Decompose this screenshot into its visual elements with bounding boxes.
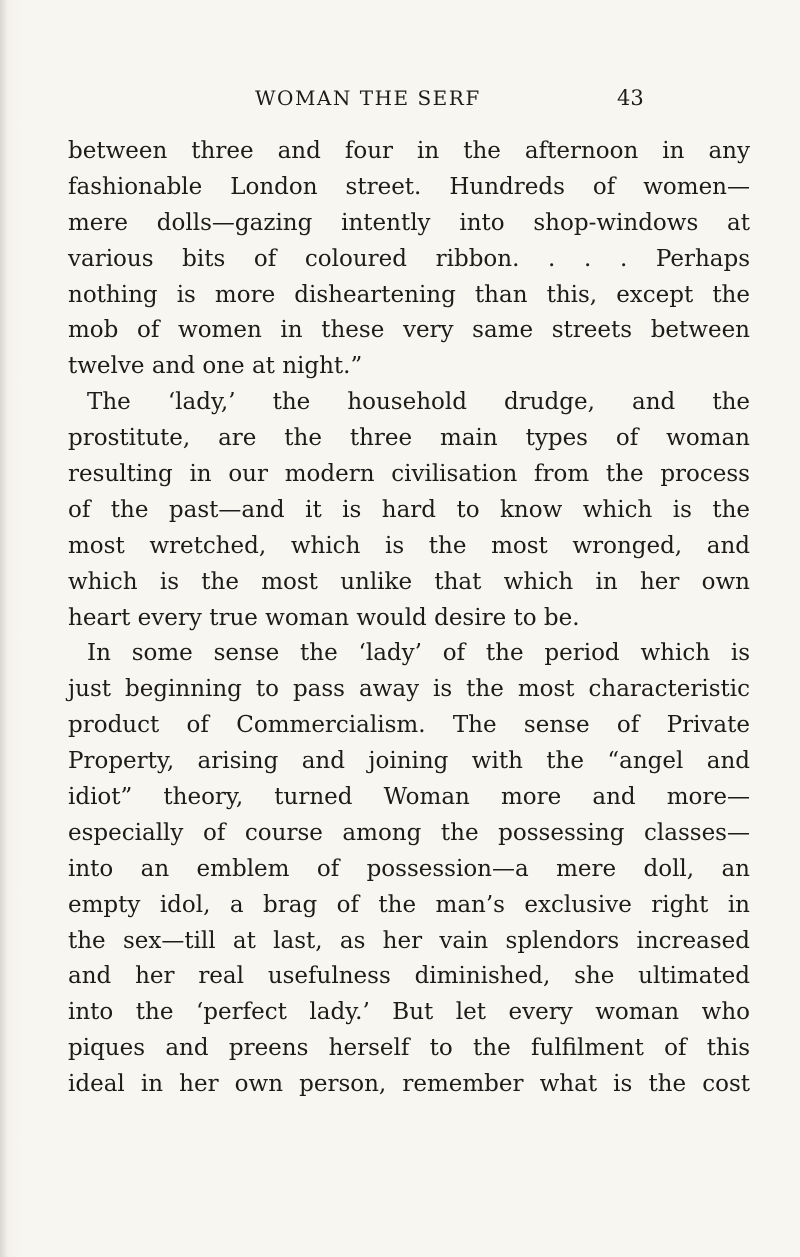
text-line: empty idol, a brag of the man’s exclusive right in [68, 891, 750, 918]
text-line: nothing is more disheartening than this, except the [68, 281, 750, 308]
text-line: mere dolls—gazing intently into shop-windows at [68, 209, 750, 236]
text-line: especially of course among the possessing classes— [68, 819, 750, 846]
text-line: ideal in her own person, remember what is the cost [68, 1071, 750, 1098]
text-line: idiot” theory, turned Woman more and more— [68, 784, 750, 811]
text-line: into the ‘perfect lady.’ But let every woman who [68, 999, 750, 1026]
text-line: fashionable London street. Hundreds of women— [68, 173, 750, 200]
text-line: most wretched, which is the most wronged, and [68, 532, 750, 559]
text-line: mob of women in these very same streets between [68, 317, 750, 344]
text-line: various bits of coloured ribbon. . . . Perhaps [68, 245, 750, 272]
text-line: just beginning to pass away is the most characteristic [68, 676, 750, 703]
text-line: piques and preens herself to the fulfilment of this [68, 1035, 750, 1062]
text-line: product of Commercialism. The sense of Private [68, 712, 750, 739]
page-gutter [0, 0, 8, 1257]
text-line: twelve and one at night.” [68, 353, 363, 380]
page-number: 43 [617, 86, 644, 110]
text-line: and her real usefulness diminished, she ultimated [68, 963, 750, 990]
running-title: WOMAN THE SERF [255, 86, 481, 110]
text-line: heart every true woman would desire to be. [68, 604, 580, 631]
text-line: Property, arising and joining with the “angel and [68, 748, 750, 775]
paragraph-start-line: The ‘lady,’ the household drudge, and the [87, 389, 750, 416]
paragraph-start-line: In some sense the ‘lady’ of the period which is [87, 640, 750, 667]
body-text [68, 134, 750, 1103]
text-line: resulting in our modern civilisation from the process [68, 461, 750, 488]
text-line: which is the most unlike that which in her own [68, 568, 750, 595]
text-line: into an emblem of possession—a mere doll, an [68, 855, 750, 882]
text-line: between three and four in the afternoon in any [68, 138, 750, 164]
text-line: prostitute, are the three main types of woman [68, 425, 750, 452]
text-line: the sex—till at last, as her vain splendors increased [68, 927, 750, 954]
text-line: of the past—and it is hard to know which is the [68, 496, 750, 523]
running-head [255, 86, 655, 118]
